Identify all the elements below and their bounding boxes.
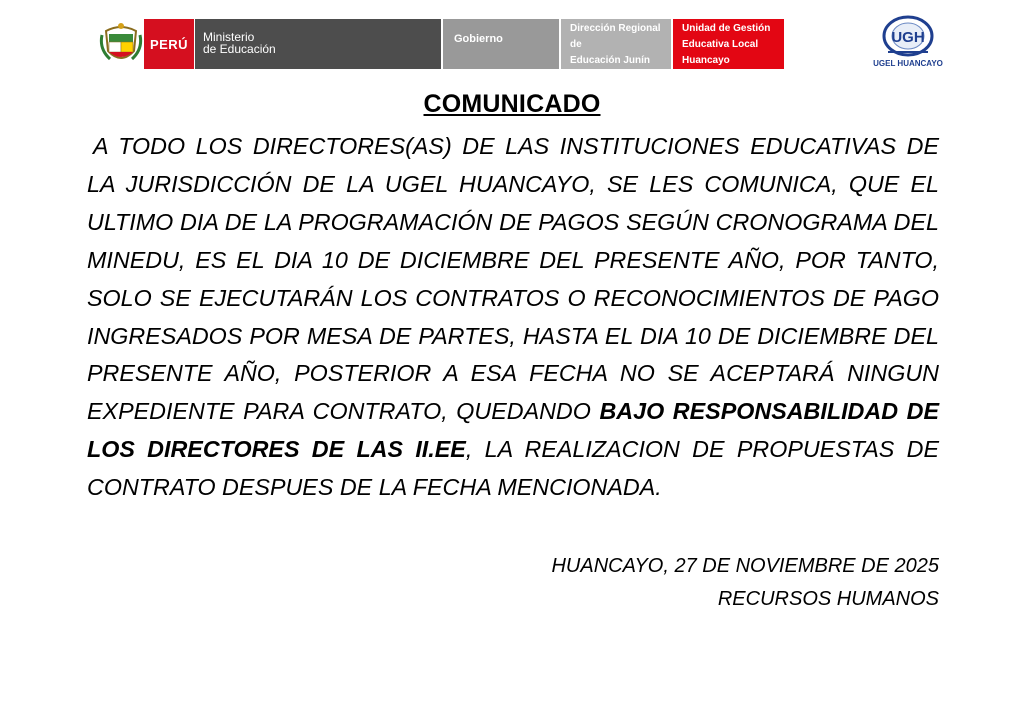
- ugel-line2: Educativa Local: [682, 39, 759, 50]
- date-line: HUANCAYO, 27 DE NOVIEMBRE DE 2025: [551, 555, 939, 577]
- svg-text:UGH: UGH: [891, 29, 925, 46]
- gobierno-block: [442, 19, 559, 69]
- ministerio-line2: de Educación: [203, 42, 276, 56]
- peru-label: [144, 19, 194, 69]
- body-text-bold: BAJO RESPONSABILIDAD DE LOS DIRECTORES DE LAS II.EE: [87, 398, 939, 463]
- dre-line3: Educación Junín: [570, 55, 651, 66]
- svg-text:UGEL HUANCAYO: UGEL HUANCAYO: [873, 59, 943, 68]
- peru-text: PERÚ: [149, 36, 189, 52]
- peru-coat-of-arms-icon: [100, 21, 142, 67]
- institutional-header: [100, 19, 771, 71]
- ugel-block: [673, 19, 784, 69]
- ministerio-line1: Ministerio: [203, 30, 255, 44]
- gobierno-label: Gobierno: [454, 33, 503, 45]
- dre-line1: Dirección Regional: [570, 23, 661, 34]
- page-title: COMUNICADO: [423, 90, 601, 118]
- ugel-huancayo-logo: [873, 14, 943, 68]
- announcement-body: [87, 128, 939, 507]
- ministerio-block: [195, 19, 441, 69]
- dre-block: [561, 19, 671, 69]
- body-text-part2: , LA REALIZACION DE PROPUESTAS DE CONTRATO DESPUES DE LA FECHA MENCIONADA.: [87, 436, 939, 501]
- ugel-line3: Huancayo: [682, 55, 730, 66]
- dre-line2: de: [570, 39, 582, 50]
- ugel-line1: Unidad de Gestión: [682, 23, 771, 34]
- office-signature: RECURSOS HUMANOS: [717, 588, 939, 610]
- body-text-part1: A TODO LOS DIRECTORES(AS) DE LAS INSTITUCIONES EDUCATIVAS DE LA JURISDICCIÓN DE LA UGEL HUANCAYO, SE LES COMUNICA, QUE EL ULTIMO DIA DE LA PROGRAMACIÓN DE PAGOS SEGÚN CRONOGRAMA DEL MINEDU, ES EL DIA 10 DE DICIEMBRE DEL PRESENTE AÑO, POR TANTO, SOLO SE EJECUTARÁN LOS CONTRATOS O RECONOCIMIENTOS DE PAGO INGRESADOS POR MESA DE PARTES, HASTA EL DIA 10 DE DICIEMBRE DEL PRESENTE AÑO, POSTERIOR A ESA FECHA NO SE ACEPTARÁ NINGUN EXPEDIENTE PARA CONTRATO, QUEDANDO: [87, 133, 939, 425]
